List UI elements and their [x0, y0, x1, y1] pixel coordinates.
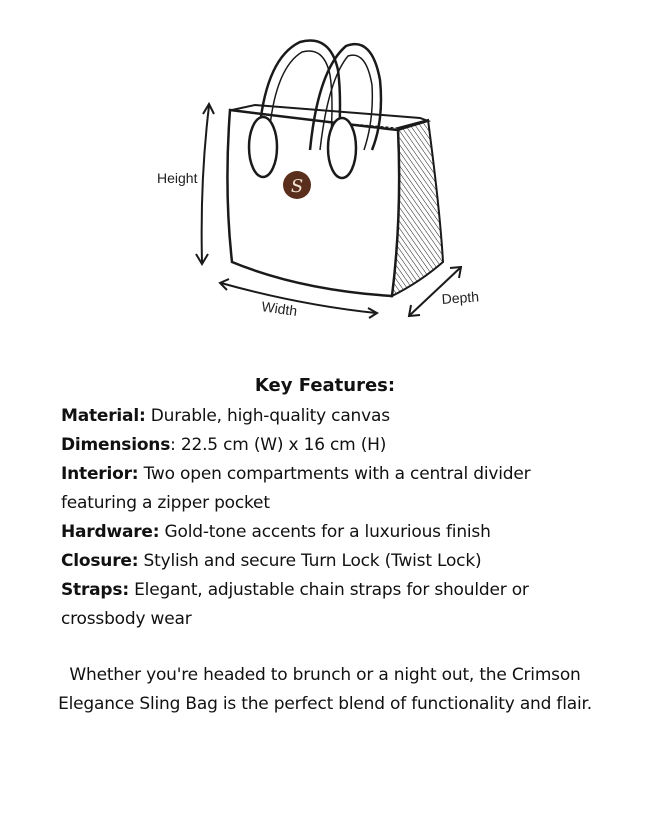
- feature-label: Dimensions: [61, 435, 171, 455]
- feature-material: [61, 402, 606, 431]
- width-label: Width: [260, 298, 299, 319]
- height-label: Height: [157, 170, 198, 186]
- feature-closure: [61, 547, 606, 576]
- brand-logo-letter: S: [290, 176, 304, 197]
- feature-dimensions: [61, 431, 606, 460]
- brand-logo: [283, 171, 311, 199]
- feature-text: : 22.5 cm (W) x 16 cm (H): [170, 435, 387, 455]
- feature-text: Two open compartments with a central divider featuring a zipper pocket: [61, 464, 531, 513]
- depth-label: Depth: [441, 288, 480, 307]
- feature-label: Interior:: [61, 464, 139, 484]
- bag-dimension-diagram: [0, 0, 650, 340]
- feature-text: Stylish and secure Turn Lock (Twist Lock): [138, 551, 482, 571]
- key-features-heading: Key Features:: [254, 375, 396, 396]
- feature-label: Hardware:: [61, 522, 160, 542]
- key-features-list: [61, 402, 606, 634]
- feature-text: Durable, high-quality canvas: [145, 406, 390, 426]
- feature-label: Straps:: [61, 580, 129, 600]
- feature-label: Closure:: [61, 551, 139, 571]
- feature-label: Material:: [61, 406, 146, 426]
- feature-interior: [61, 460, 606, 518]
- feature-text: Elegant, adjustable chain straps for shoulder or crossbody wear: [61, 580, 529, 629]
- feature-hardware: [61, 518, 606, 547]
- feature-straps: [61, 576, 606, 634]
- feature-text: Gold-tone accents for a luxurious finish: [159, 522, 491, 542]
- closing-paragraph: Whether you're headed to brunch or a night out, the Crimson Elegance Sling Bag is the perfect blend of functionality and flair.: [58, 665, 592, 714]
- height-arrow: [196, 104, 214, 264]
